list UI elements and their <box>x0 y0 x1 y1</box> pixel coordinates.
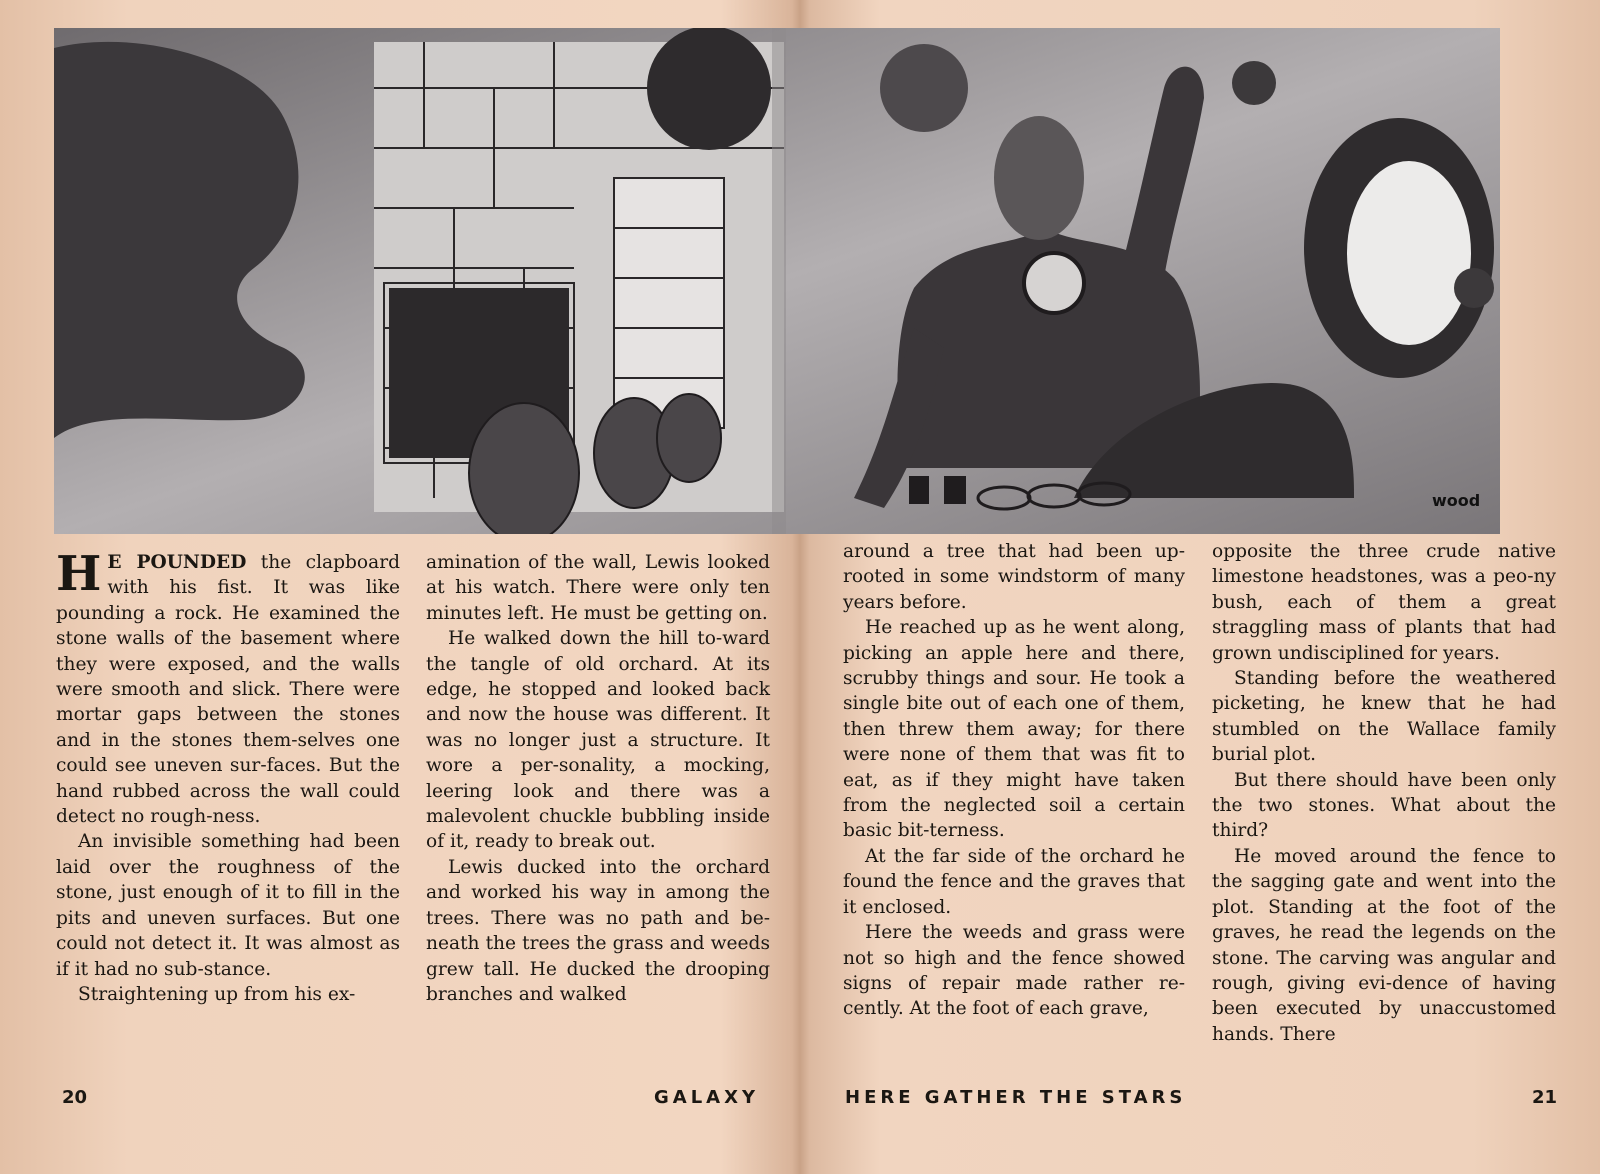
paragraph: He reached up as he went along, picking an apple here and there, scrubby things and sour. He took a single bite out of each one of them, then threw them away; for there were none of them that was fit to eat, as if they might have taken from the neglected soil a certain basic bit-terness. <box>843 617 1185 842</box>
paragraph: But there should have been only the two stones. What about the third? <box>1212 769 1556 842</box>
paragraph: Straightening up from his ex- <box>78 983 356 1005</box>
opening-paragraph <box>56 546 400 829</box>
paragraph: Lewis ducked into the orchard and worked his way in among the trees. There was no path and be-neath the trees the grass and weeds grew tall. He ducked the drooping branches and walked <box>426 856 770 1005</box>
text-column-4 <box>1212 539 1556 1047</box>
running-head-left: GALAXY <box>654 1087 760 1108</box>
paragraph: He walked down the hill to-ward the tangle of old orchard. At its edge, he stopped and looked back and now the house was different. It was no longer just a structure. It wore a per-sonality, a mocking, leering look and there was a malevolent chuckle bubbling inside of it, ready to break out. <box>426 628 770 853</box>
text-column-3 <box>843 539 1185 1022</box>
paragraph: around a tree that had been up-rooted in some windstorm of many years before. <box>843 541 1185 613</box>
illustration-drawing <box>54 28 1500 534</box>
paragraph: Standing before the weathered picketing, he knew that he had stumbled on the Wallace family burial plot. <box>1212 668 1556 766</box>
story-illustration <box>54 28 1500 534</box>
paragraph: At the far side of the orchard he found the fence and the graves that it enclosed. <box>843 845 1185 918</box>
artist-signature: wood <box>1432 491 1481 510</box>
paragraph: opposite the three crude native limestone headstones, was a peo-ny bush, each of them a great straggling mass of plants that had grown undisciplined for years. <box>1212 541 1556 664</box>
paragraph: Here the weeds and grass were not so high and the fence showed signs of repair made rather re-cently. At the foot of each grave, <box>843 922 1185 1020</box>
paragraph: amination of the wall, Lewis looked at his watch. There were only ten minutes left. He must be getting on. <box>426 552 770 624</box>
paragraph: He moved around the fence to the sagging gate and went into the plot. Standing at the foot of the graves, he read the legends on the stone. The carving was angular and rough, giving evi-dence of having been executed by unaccustomed hands. There <box>1212 845 1556 1045</box>
opening-text: the clapboard with his fist. It was like pounding a rock. He examined the stone walls of the basement where they were exposed, and the walls were smooth and slick. There were mortar gaps between the stones and in the stones them-selves one could see uneven sur-faces. But the hand rubbed across the wall could detect no rough-ness. <box>56 552 400 828</box>
text-column-2 <box>426 550 770 1007</box>
page-number-right: 21 <box>1532 1087 1558 1108</box>
lead-in: E POUNDED <box>107 552 247 573</box>
page-number-left: 20 <box>62 1087 88 1108</box>
paragraph: An invisible something had been laid over the roughness of the stone, just enough of it to fill in the pits and uneven surfaces. But one could not detect it. It was almost as if it had no sub-stance. <box>56 831 400 980</box>
text-column-1 <box>56 546 400 1007</box>
drop-cap: H <box>56 546 102 602</box>
running-head-right: HERE GATHER THE STARS <box>845 1087 1187 1108</box>
